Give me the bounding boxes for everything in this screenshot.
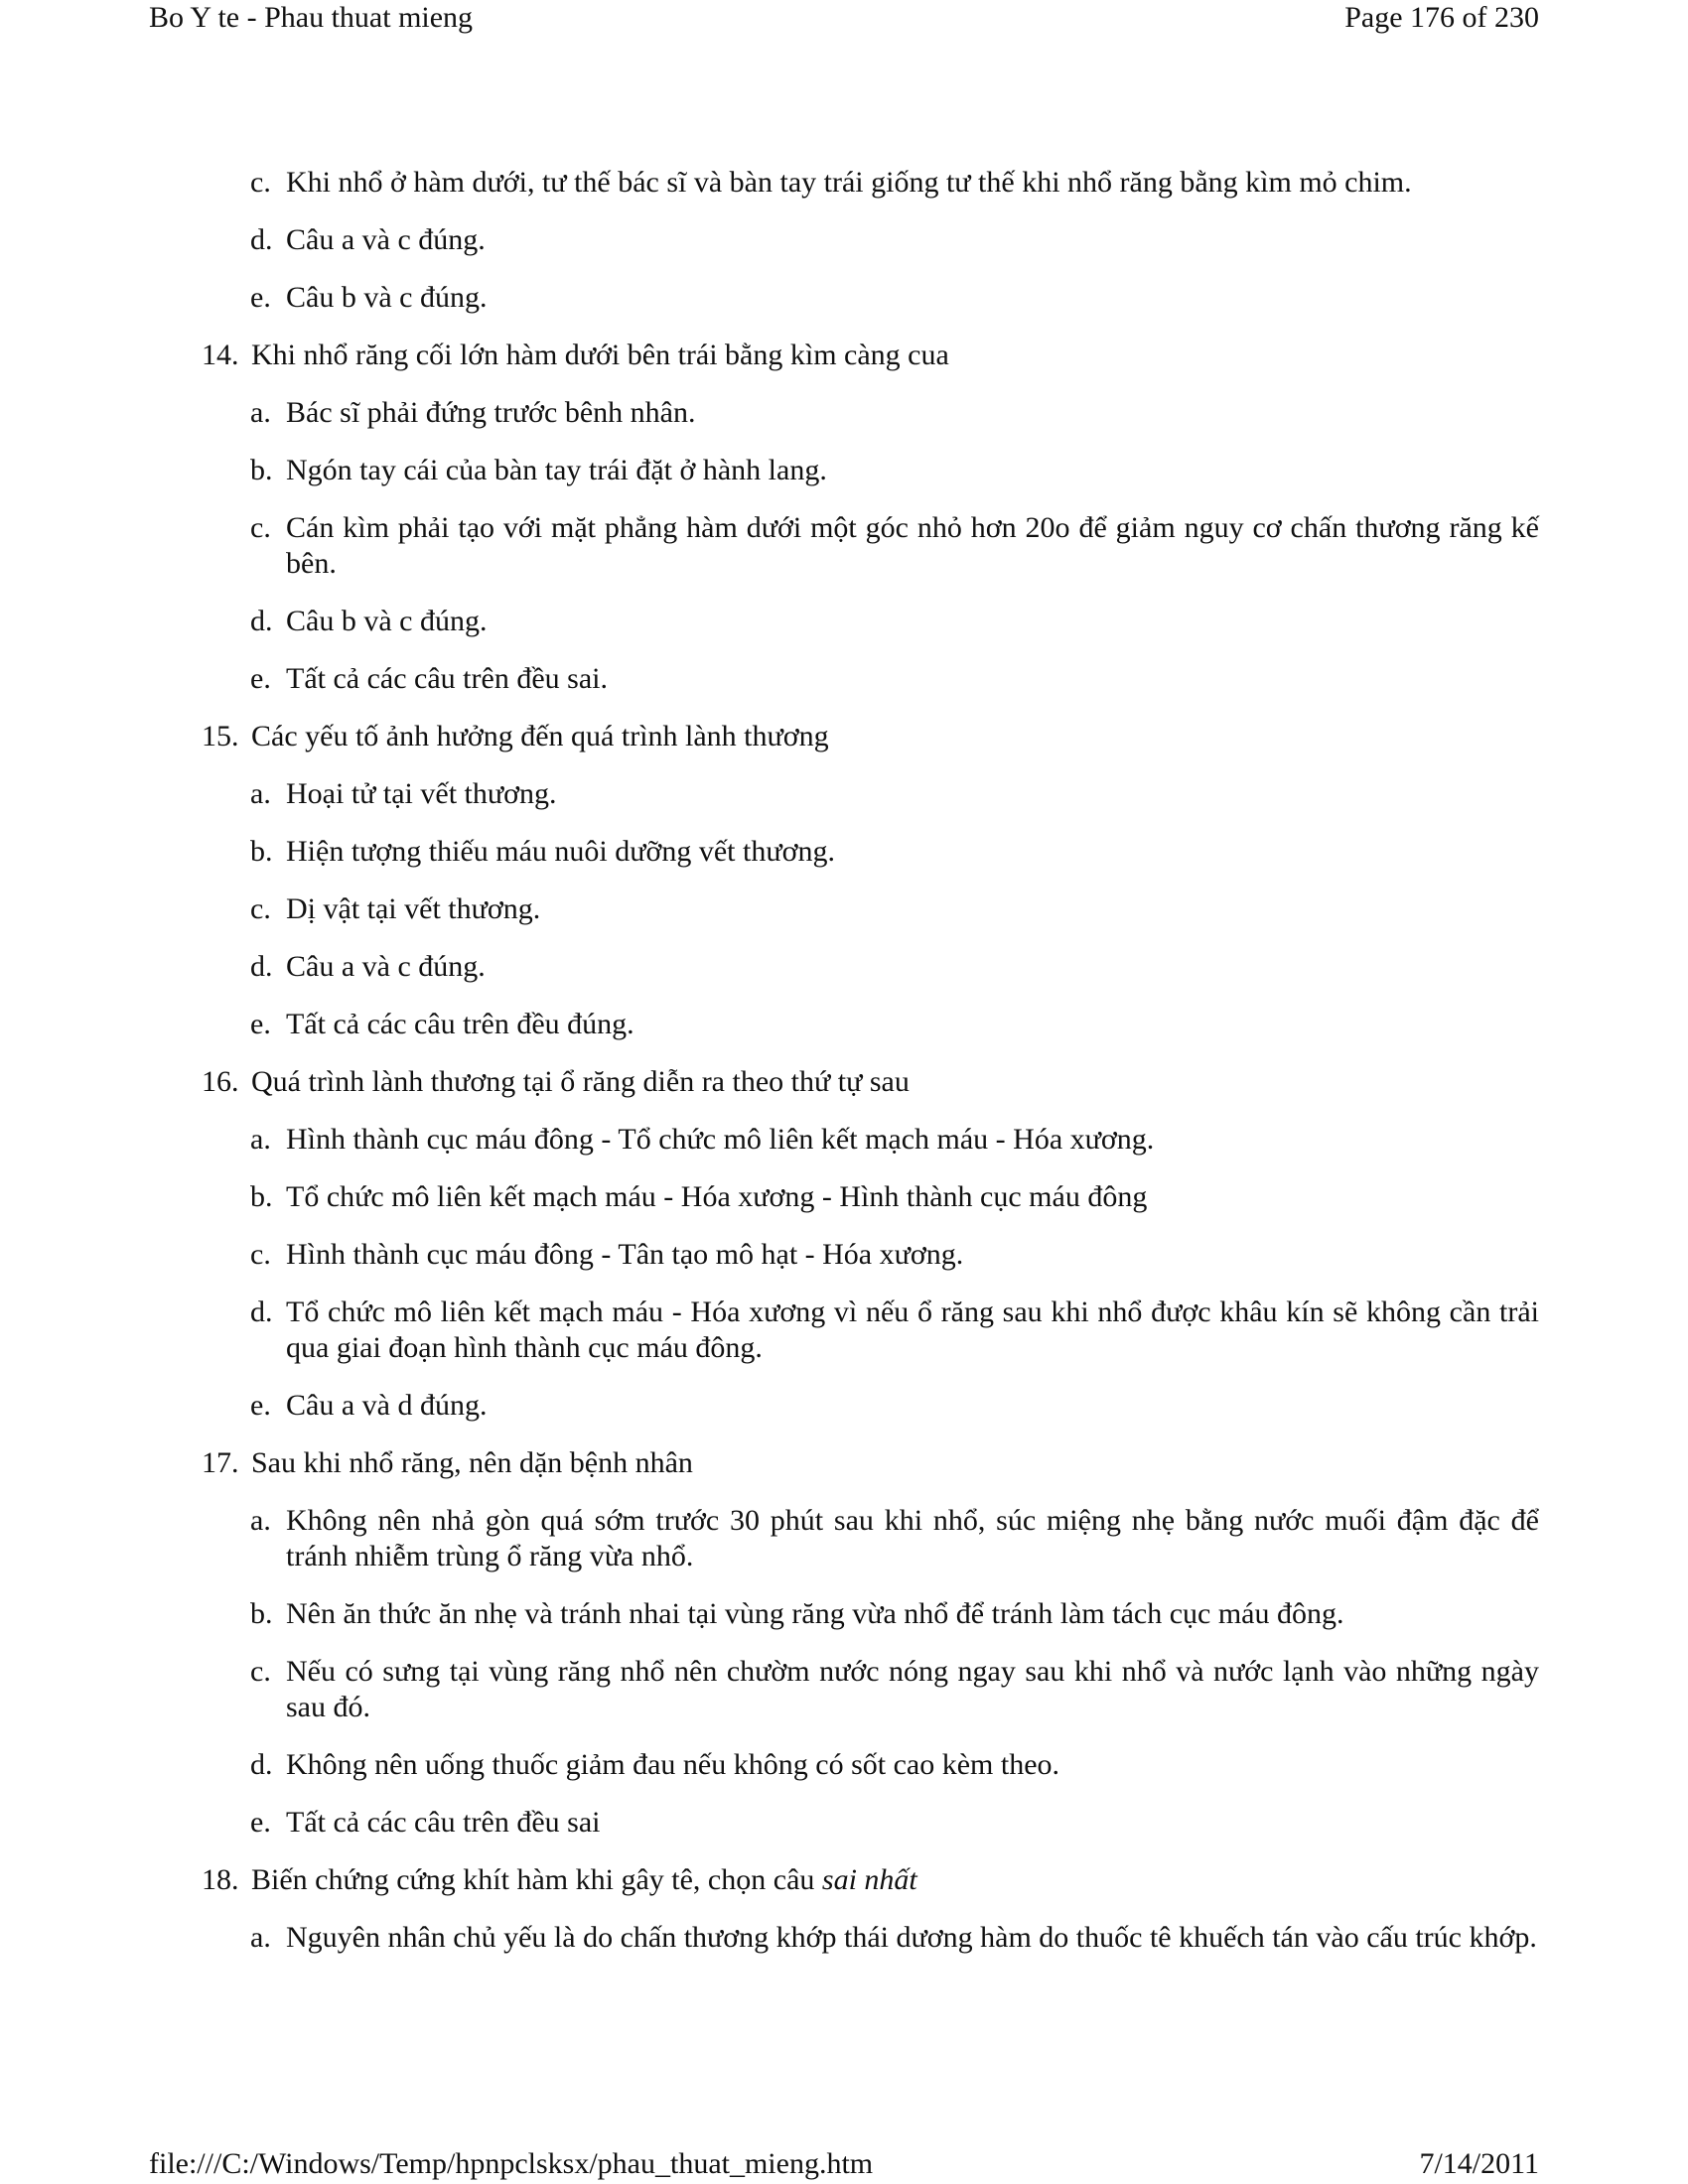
option-item [149,1007,1539,1042]
option-letter: a. [250,1504,271,1537]
option-item [149,1388,1539,1424]
option-letter: d. [250,605,273,637]
option-letter: a. [250,1123,271,1156]
option-letter: d. [250,950,273,983]
option-letter: d. [250,1748,273,1781]
question-text: Quá trình lành thương tại ổ răng diễn ra theo thứ tự sau [251,1065,910,1098]
option-letter: d. [250,1296,273,1328]
option-item [149,1596,1539,1632]
option-item [149,280,1539,316]
option-text: Bác sĩ phải đứng trước bênh nhân. [286,396,696,429]
option-item [149,1920,1539,1956]
option-text: Hiện tượng thiếu máu nuôi dưỡng vết thương. [286,835,835,868]
option-text: Hình thành cục máu đông - Tổ chức mô liên kết mạch máu - Hóa xương. [286,1123,1155,1156]
option-text: Tổ chức mô liên kết mạch máu - Hóa xương - Hình thành cục máu đông [286,1180,1148,1213]
question-text: Sau khi nhổ răng, nên dặn bệnh nhân [251,1446,693,1479]
document-title: Bo Y te - Phau thuat mieng [149,1,474,34]
option-text: Nên ăn thức ăn nhẹ và tránh nhai tại vùng răng vừa nhổ để tránh làm tách cục máu đông. [286,1597,1344,1630]
print-date: 7/14/2011 [1419,2147,1539,2180]
option-text: Nếu có sưng tại vùng răng nhổ nên chườm nước nóng ngay sau khi nhổ và nước lạnh vào những ngày sau đó. [286,1655,1539,1723]
option-text: Câu b và c đúng. [286,281,488,314]
option-letter: b. [250,1180,273,1213]
continued-options [149,165,1539,316]
option-letter: c. [250,166,271,199]
option-item [149,1805,1539,1841]
option-text: Tất cả các câu trên đều sai [286,1806,601,1839]
option-item [149,222,1539,258]
option-text: Khi nhổ ở hàm dưới, tư thế bác sĩ và bàn tay trái giống tư thế khi nhổ răng bằng kìm mỏ chim. [286,166,1412,199]
option-item [149,1654,1539,1725]
page-footer [149,2146,1539,2184]
question-text: Các yếu tố ảnh hưởng đến quá trình lành thương [251,720,829,752]
question-number: 18. [202,1863,239,1896]
option-letter: c. [250,511,271,544]
option-item [149,604,1539,639]
option-text: Ngón tay cái của bàn tay trái đặt ở hành lang. [286,454,827,486]
option-text: Câu a và c đúng. [286,950,486,983]
option-item [149,1179,1539,1215]
option-text: Không nên uống thuốc giảm đau nếu không có sốt cao kèm theo. [286,1748,1060,1781]
option-letter: b. [250,1597,273,1630]
option-item [149,1503,1539,1574]
option-item [149,510,1539,582]
question-text-emphasis: sai nhất [821,1863,917,1896]
option-letter: e. [250,662,271,695]
option-text: Cán kìm phải tạo với mặt phẳng hàm dưới một góc nhỏ hơn 20o để giảm nguy cơ chấn thương răng kế bên. [286,511,1539,580]
option-text: Câu a và d đúng. [286,1389,488,1422]
option-text: Hoại tử tại vết thương. [286,777,557,810]
page-header [149,0,1539,40]
option-letter: a. [250,777,271,810]
option-letter: b. [250,454,273,486]
option-item [149,776,1539,812]
file-path: file:///C:/Windows/Temp/hpnpclsksx/phau_thuat_mieng.htm [149,2147,874,2180]
option-text: Tổ chức mô liên kết mạch máu - Hóa xương vì nếu ổ răng sau khi nhổ được khâu kín sẽ không cần trải qua giai đoạn hình thành cục máu đông. [286,1296,1539,1364]
question-17 [149,1445,1539,1481]
option-letter: e. [250,1008,271,1040]
option-letter: b. [250,835,273,868]
option-text: Nguyên nhân chủ yếu là do chấn thương khớp thái dương hàm do thuốc tê khuếch tán vào cấu trúc khớp. [286,1921,1537,1954]
option-letter: c. [250,892,271,925]
option-item [149,1237,1539,1273]
option-item [149,165,1539,201]
option-letter: d. [250,223,273,256]
question-18 [149,1862,1539,1898]
option-letter: e. [250,1806,271,1839]
question-text: Khi nhổ răng cối lớn hàm dưới bên trái bằng kìm càng cua [251,339,949,371]
option-letter: a. [250,1921,271,1954]
option-text: Câu b và c đúng. [286,605,488,637]
question-number: 16. [202,1065,239,1098]
option-item [149,949,1539,985]
question-14 [149,338,1539,373]
option-text: Tất cả các câu trên đều đúng. [286,1008,634,1040]
option-text: Hình thành cục máu đông - Tân tạo mô hạt - Hóa xương. [286,1238,964,1271]
question-text-main: Biến chứng cứng khít hàm khi gây tê, chọn câu [251,1863,822,1896]
document-body [149,165,1539,1956]
option-text: Tất cả các câu trên đều sai. [286,662,608,695]
option-text: Dị vật tại vết thương. [286,892,541,925]
option-item [149,891,1539,927]
option-letter: c. [250,1238,271,1271]
option-item [149,395,1539,431]
option-letter: c. [250,1655,271,1688]
question-number: 14. [202,339,239,371]
option-letter: e. [250,1389,271,1422]
question-number: 15. [202,720,239,752]
option-text: Câu a và c đúng. [286,223,486,256]
option-letter: e. [250,281,271,314]
option-item [149,1295,1539,1366]
option-letter: a. [250,396,271,429]
page-number: Page 176 of 230 [1344,1,1539,34]
option-text: Không nên nhả gòn quá sớm trước 30 phút sau khi nhổ, súc miệng nhẹ bằng nước muối đậm đặc để tránh nhiễm trùng ổ răng vừa nhổ. [286,1504,1539,1572]
option-item [149,1747,1539,1783]
option-item [149,834,1539,870]
question-number: 17. [202,1446,239,1479]
question-16 [149,1064,1539,1100]
option-item [149,453,1539,488]
option-item [149,1122,1539,1158]
question-text [251,1863,917,1896]
option-item [149,661,1539,697]
question-15 [149,719,1539,754]
